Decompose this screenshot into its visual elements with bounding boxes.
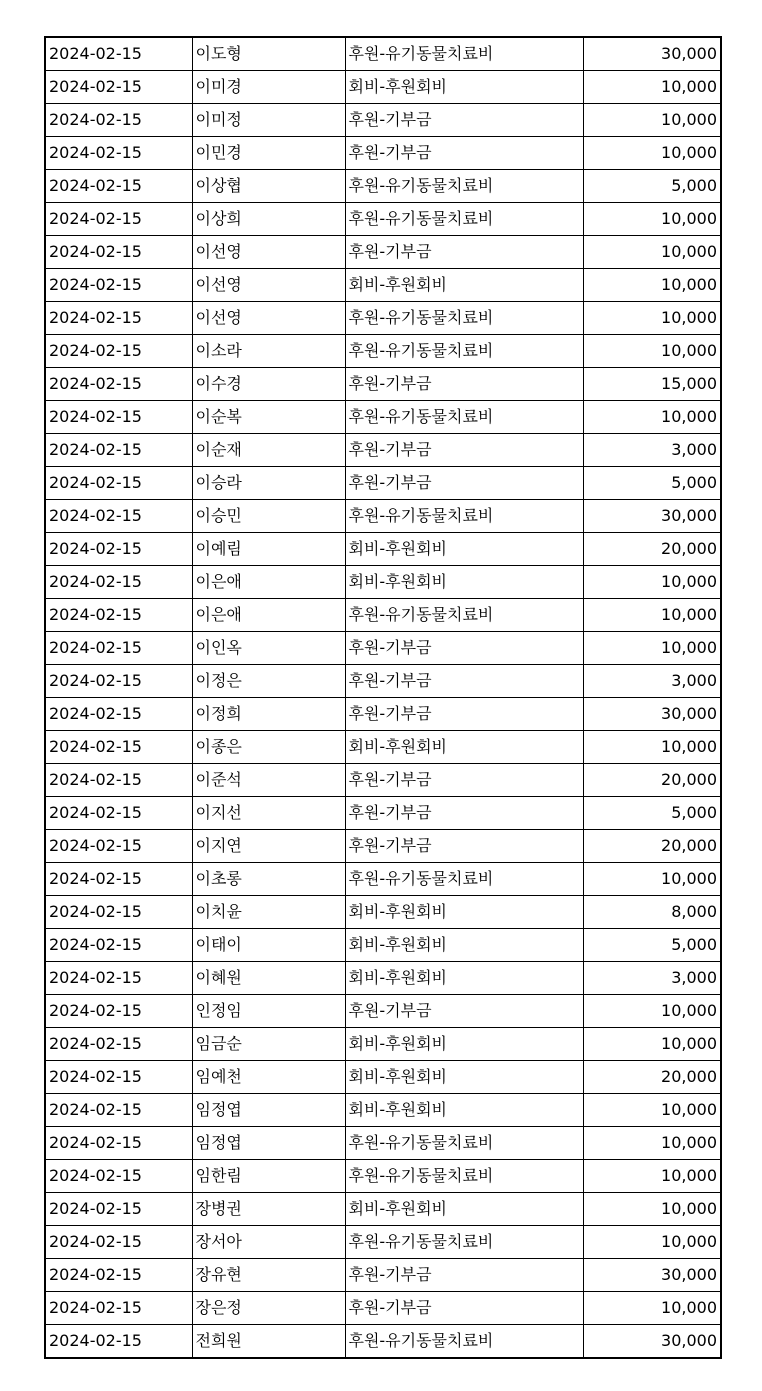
table-row (45, 170, 721, 203)
amount-cell: 10,000 (583, 137, 721, 170)
amount-cell: 10,000 (583, 731, 721, 764)
date-cell: 2024-02-15 (45, 137, 192, 170)
name-cell: 이미경 (192, 71, 345, 104)
name-cell: 장병권 (192, 1193, 345, 1226)
category-cell: 회비-후원회비 (345, 1193, 583, 1226)
category-cell: 후원-기부금 (345, 632, 583, 665)
amount-cell: 30,000 (583, 37, 721, 71)
table-row (45, 896, 721, 929)
table-row (45, 797, 721, 830)
table-row (45, 731, 721, 764)
amount-cell: 20,000 (583, 764, 721, 797)
amount-cell: 3,000 (583, 962, 721, 995)
name-cell: 임예천 (192, 1061, 345, 1094)
category-cell: 회비-후원회비 (345, 1028, 583, 1061)
name-cell: 이상희 (192, 203, 345, 236)
ledger-body (45, 37, 721, 1358)
category-cell: 회비-후원회비 (345, 962, 583, 995)
table-row (45, 1259, 721, 1292)
date-cell: 2024-02-15 (45, 929, 192, 962)
table-row (45, 1226, 721, 1259)
date-cell: 2024-02-15 (45, 1061, 192, 1094)
amount-cell: 5,000 (583, 797, 721, 830)
category-cell: 후원-기부금 (345, 1292, 583, 1325)
table-row (45, 830, 721, 863)
date-cell: 2024-02-15 (45, 1325, 192, 1359)
date-cell: 2024-02-15 (45, 1292, 192, 1325)
name-cell: 이종은 (192, 731, 345, 764)
table-row (45, 500, 721, 533)
name-cell: 이선영 (192, 302, 345, 335)
category-cell: 회비-후원회비 (345, 269, 583, 302)
date-cell: 2024-02-15 (45, 764, 192, 797)
category-cell: 회비-후원회비 (345, 1061, 583, 1094)
name-cell: 장서아 (192, 1226, 345, 1259)
table-row (45, 137, 721, 170)
amount-cell: 10,000 (583, 1193, 721, 1226)
category-cell: 후원-기부금 (345, 104, 583, 137)
date-cell: 2024-02-15 (45, 1193, 192, 1226)
table-row (45, 1028, 721, 1061)
category-cell: 회비-후원회비 (345, 896, 583, 929)
name-cell: 장유현 (192, 1259, 345, 1292)
table-row (45, 368, 721, 401)
category-cell: 회비-후원회비 (345, 1094, 583, 1127)
amount-cell: 8,000 (583, 896, 721, 929)
table-row (45, 71, 721, 104)
table-row (45, 1127, 721, 1160)
category-cell: 후원-기부금 (345, 434, 583, 467)
category-cell: 후원-기부금 (345, 1259, 583, 1292)
category-cell: 후원-기부금 (345, 764, 583, 797)
amount-cell: 10,000 (583, 1094, 721, 1127)
amount-cell: 30,000 (583, 1259, 721, 1292)
amount-cell: 10,000 (583, 863, 721, 896)
table-row (45, 269, 721, 302)
amount-cell: 5,000 (583, 467, 721, 500)
date-cell: 2024-02-15 (45, 269, 192, 302)
date-cell: 2024-02-15 (45, 1028, 192, 1061)
amount-cell: 5,000 (583, 929, 721, 962)
table-row (45, 995, 721, 1028)
category-cell: 후원-기부금 (345, 236, 583, 269)
name-cell: 이치윤 (192, 896, 345, 929)
category-cell: 후원-유기동물치료비 (345, 863, 583, 896)
date-cell: 2024-02-15 (45, 830, 192, 863)
amount-cell: 10,000 (583, 1028, 721, 1061)
table-row (45, 203, 721, 236)
table-row (45, 698, 721, 731)
table-row (45, 401, 721, 434)
category-cell: 후원-기부금 (345, 665, 583, 698)
amount-cell: 10,000 (583, 995, 721, 1028)
table-row (45, 632, 721, 665)
category-cell: 회비-후원회비 (345, 71, 583, 104)
table-row (45, 1061, 721, 1094)
name-cell: 이순복 (192, 401, 345, 434)
category-cell: 후원-기부금 (345, 830, 583, 863)
category-cell: 회비-후원회비 (345, 929, 583, 962)
name-cell: 임정엽 (192, 1127, 345, 1160)
category-cell: 회비-후원회비 (345, 566, 583, 599)
date-cell: 2024-02-15 (45, 104, 192, 137)
table-row (45, 302, 721, 335)
amount-cell: 10,000 (583, 335, 721, 368)
amount-cell: 10,000 (583, 269, 721, 302)
table-row (45, 962, 721, 995)
category-cell: 후원-기부금 (345, 467, 583, 500)
amount-cell: 5,000 (583, 170, 721, 203)
amount-cell: 20,000 (583, 533, 721, 566)
date-cell: 2024-02-15 (45, 863, 192, 896)
name-cell: 임금순 (192, 1028, 345, 1061)
date-cell: 2024-02-15 (45, 1094, 192, 1127)
table-row (45, 236, 721, 269)
name-cell: 이혜원 (192, 962, 345, 995)
amount-cell: 10,000 (583, 71, 721, 104)
date-cell: 2024-02-15 (45, 698, 192, 731)
amount-cell: 20,000 (583, 1061, 721, 1094)
category-cell: 후원-기부금 (345, 368, 583, 401)
date-cell: 2024-02-15 (45, 995, 192, 1028)
category-cell: 후원-유기동물치료비 (345, 203, 583, 236)
date-cell: 2024-02-15 (45, 500, 192, 533)
table-row (45, 665, 721, 698)
category-cell: 회비-후원회비 (345, 533, 583, 566)
table-row (45, 599, 721, 632)
date-cell: 2024-02-15 (45, 170, 192, 203)
date-cell: 2024-02-15 (45, 1226, 192, 1259)
name-cell: 이도형 (192, 37, 345, 71)
amount-cell: 10,000 (583, 599, 721, 632)
date-cell: 2024-02-15 (45, 37, 192, 71)
table-row (45, 1292, 721, 1325)
category-cell: 후원-기부금 (345, 995, 583, 1028)
name-cell: 이소라 (192, 335, 345, 368)
category-cell: 후원-유기동물치료비 (345, 500, 583, 533)
amount-cell: 10,000 (583, 203, 721, 236)
table-row (45, 764, 721, 797)
date-cell: 2024-02-15 (45, 368, 192, 401)
amount-cell: 30,000 (583, 500, 721, 533)
date-cell: 2024-02-15 (45, 1127, 192, 1160)
date-cell: 2024-02-15 (45, 797, 192, 830)
category-cell: 후원-유기동물치료비 (345, 1160, 583, 1193)
date-cell: 2024-02-15 (45, 665, 192, 698)
category-cell: 후원-유기동물치료비 (345, 1127, 583, 1160)
date-cell: 2024-02-15 (45, 731, 192, 764)
category-cell: 후원-기부금 (345, 137, 583, 170)
category-cell: 회비-후원회비 (345, 731, 583, 764)
amount-cell: 3,000 (583, 665, 721, 698)
amount-cell: 10,000 (583, 236, 721, 269)
amount-cell: 10,000 (583, 401, 721, 434)
donation-ledger-table (44, 36, 722, 1359)
date-cell: 2024-02-15 (45, 533, 192, 566)
name-cell: 이인옥 (192, 632, 345, 665)
table-row (45, 929, 721, 962)
name-cell: 임한림 (192, 1160, 345, 1193)
date-cell: 2024-02-15 (45, 566, 192, 599)
date-cell: 2024-02-15 (45, 896, 192, 929)
amount-cell: 15,000 (583, 368, 721, 401)
date-cell: 2024-02-15 (45, 401, 192, 434)
table-row (45, 533, 721, 566)
amount-cell: 10,000 (583, 1127, 721, 1160)
category-cell: 후원-기부금 (345, 797, 583, 830)
name-cell: 임정엽 (192, 1094, 345, 1127)
name-cell: 이수경 (192, 368, 345, 401)
amount-cell: 10,000 (583, 1292, 721, 1325)
category-cell: 후원-유기동물치료비 (345, 335, 583, 368)
date-cell: 2024-02-15 (45, 434, 192, 467)
name-cell: 이선영 (192, 269, 345, 302)
category-cell: 후원-유기동물치료비 (345, 37, 583, 71)
name-cell: 이승라 (192, 467, 345, 500)
amount-cell: 10,000 (583, 632, 721, 665)
table-row (45, 467, 721, 500)
name-cell: 이지선 (192, 797, 345, 830)
amount-cell: 30,000 (583, 698, 721, 731)
name-cell: 이정은 (192, 665, 345, 698)
table-row (45, 1325, 721, 1359)
table-row (45, 1094, 721, 1127)
name-cell: 이미정 (192, 104, 345, 137)
date-cell: 2024-02-15 (45, 1160, 192, 1193)
date-cell: 2024-02-15 (45, 302, 192, 335)
name-cell: 이승민 (192, 500, 345, 533)
table-row (45, 1160, 721, 1193)
category-cell: 후원-유기동물치료비 (345, 599, 583, 632)
amount-cell: 10,000 (583, 1226, 721, 1259)
date-cell: 2024-02-15 (45, 203, 192, 236)
table-row (45, 863, 721, 896)
date-cell: 2024-02-15 (45, 335, 192, 368)
name-cell: 이예림 (192, 533, 345, 566)
name-cell: 인정임 (192, 995, 345, 1028)
amount-cell: 10,000 (583, 302, 721, 335)
date-cell: 2024-02-15 (45, 632, 192, 665)
name-cell: 이정희 (192, 698, 345, 731)
name-cell: 전희원 (192, 1325, 345, 1359)
table-row (45, 566, 721, 599)
name-cell: 장은정 (192, 1292, 345, 1325)
amount-cell: 10,000 (583, 1160, 721, 1193)
category-cell: 후원-유기동물치료비 (345, 1226, 583, 1259)
category-cell: 후원-유기동물치료비 (345, 1325, 583, 1359)
name-cell: 이상협 (192, 170, 345, 203)
amount-cell: 30,000 (583, 1325, 721, 1359)
name-cell: 이민경 (192, 137, 345, 170)
amount-cell: 10,000 (583, 104, 721, 137)
category-cell: 후원-기부금 (345, 698, 583, 731)
name-cell: 이준석 (192, 764, 345, 797)
date-cell: 2024-02-15 (45, 467, 192, 500)
category-cell: 후원-유기동물치료비 (345, 170, 583, 203)
name-cell: 이순재 (192, 434, 345, 467)
table-row (45, 434, 721, 467)
name-cell: 이지연 (192, 830, 345, 863)
amount-cell: 20,000 (583, 830, 721, 863)
name-cell: 이선영 (192, 236, 345, 269)
table-row (45, 1193, 721, 1226)
table-row (45, 335, 721, 368)
date-cell: 2024-02-15 (45, 1259, 192, 1292)
name-cell: 이은애 (192, 599, 345, 632)
date-cell: 2024-02-15 (45, 71, 192, 104)
name-cell: 이초롱 (192, 863, 345, 896)
category-cell: 후원-유기동물치료비 (345, 302, 583, 335)
date-cell: 2024-02-15 (45, 962, 192, 995)
date-cell: 2024-02-15 (45, 599, 192, 632)
name-cell: 이은애 (192, 566, 345, 599)
amount-cell: 3,000 (583, 434, 721, 467)
amount-cell: 10,000 (583, 566, 721, 599)
date-cell: 2024-02-15 (45, 236, 192, 269)
table-row (45, 104, 721, 137)
table-row (45, 37, 721, 71)
name-cell: 이태이 (192, 929, 345, 962)
category-cell: 후원-유기동물치료비 (345, 401, 583, 434)
